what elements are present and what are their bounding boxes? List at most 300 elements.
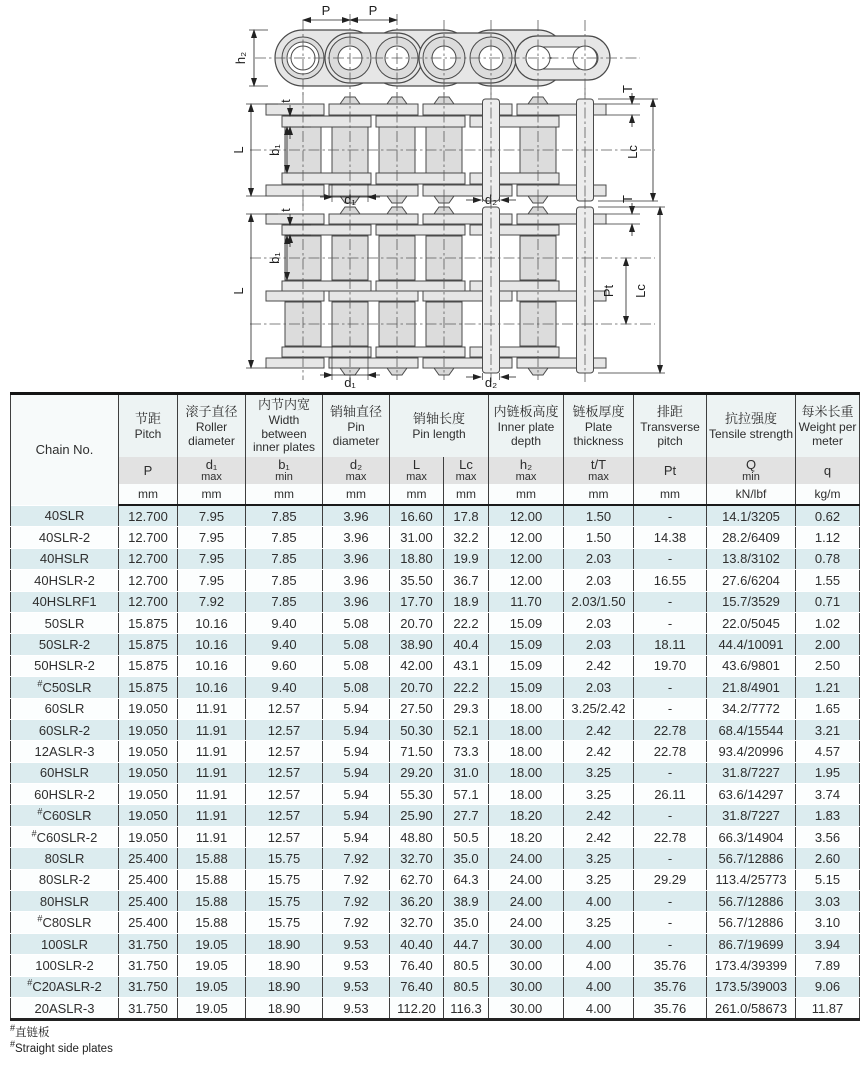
value-cell: 9.60 [246, 655, 323, 676]
value-cell: - [634, 891, 707, 912]
value-cell: 57.1 [444, 784, 489, 805]
value-cell: 10.16 [178, 612, 246, 633]
value-cell: 2.03 [564, 677, 634, 698]
value-cell: 31.0 [444, 762, 489, 783]
value-cell: 9.40 [246, 612, 323, 633]
value-cell: 9.53 [323, 955, 390, 976]
chain-no-cell: #C20ASLR-2 [11, 976, 119, 997]
value-cell: 19.05 [178, 997, 246, 1019]
chain-no-cell: 80SLR-2 [11, 869, 119, 890]
value-cell: 2.00 [796, 634, 860, 655]
value-cell: 5.94 [323, 826, 390, 847]
value-cell: 18.90 [246, 997, 323, 1019]
value-cell: 31.750 [119, 933, 178, 954]
value-cell: 2.42 [564, 805, 634, 826]
dim-label-p1: P [321, 3, 331, 18]
chain-no-cell: 50SLR [11, 612, 119, 633]
value-cell: 1.02 [796, 612, 860, 633]
value-cell: 1.95 [796, 762, 860, 783]
value-cell: 2.42 [564, 826, 634, 847]
dim-label-b1-2: b₁ [267, 252, 282, 264]
value-cell: 2.03 [564, 570, 634, 591]
chain-no-cell: #C50SLR [11, 677, 119, 698]
value-cell: 44.4/10091 [707, 634, 796, 655]
value-cell: 55.30 [390, 784, 444, 805]
value-cell: 31.750 [119, 955, 178, 976]
value-cell: 35.50 [390, 570, 444, 591]
value-cell: 1.50 [564, 527, 634, 548]
value-cell: 15.875 [119, 677, 178, 698]
value-cell: 5.94 [323, 741, 390, 762]
chain-no-cell: 12ASLR-3 [11, 741, 119, 762]
chain-technical-drawing [0, 0, 867, 390]
value-cell: 7.95 [178, 570, 246, 591]
value-cell: 113.4/25773 [707, 869, 796, 890]
value-cell: 14.38 [634, 527, 707, 548]
symbol-d2: d₂ max [323, 457, 390, 484]
value-cell: 48.80 [390, 826, 444, 847]
value-cell: 25.400 [119, 912, 178, 933]
value-cell: 18.00 [489, 719, 564, 740]
chain-no-cell: 50SLR-2 [11, 634, 119, 655]
col-header-pitch: 节距 Pitch [119, 394, 178, 458]
value-cell: 19.050 [119, 762, 178, 783]
value-cell: 62.70 [390, 869, 444, 890]
value-cell: 5.94 [323, 784, 390, 805]
dim-label-d2: d₂ [484, 192, 498, 207]
value-cell: 7.85 [246, 591, 323, 612]
value-cell: 11.70 [489, 591, 564, 612]
value-cell: 15.75 [246, 912, 323, 933]
value-cell: 2.60 [796, 848, 860, 869]
value-cell: 3.96 [323, 591, 390, 612]
value-cell: 2.03/1.50 [564, 591, 634, 612]
value-cell: 3.56 [796, 826, 860, 847]
value-cell: 7.92 [323, 848, 390, 869]
value-cell: 7.95 [178, 505, 246, 527]
value-cell: 7.85 [246, 548, 323, 569]
value-cell: 19.050 [119, 784, 178, 805]
value-cell: 19.70 [634, 655, 707, 676]
col-header-inner-plate-depth: 内链板高度 Inner plate depth [489, 394, 564, 458]
col-header-transverse-pitch: 排距 Transverse pitch [634, 394, 707, 458]
value-cell: 9.53 [323, 933, 390, 954]
value-cell: 71.50 [390, 741, 444, 762]
footnote [10, 1025, 867, 1057]
value-cell: 0.62 [796, 505, 860, 527]
table-row [11, 826, 860, 847]
chain-no-cell: #C80SLR [11, 912, 119, 933]
value-cell: 40.40 [390, 933, 444, 954]
value-cell: 261.0/58673 [707, 997, 796, 1019]
value-cell: 25.400 [119, 869, 178, 890]
table-row [11, 698, 860, 719]
value-cell: 12.57 [246, 826, 323, 847]
value-cell: 5.08 [323, 634, 390, 655]
symbol-tT: t/T max [564, 457, 634, 484]
table-row [11, 741, 860, 762]
value-cell: 2.42 [564, 741, 634, 762]
table-row [11, 955, 860, 976]
value-cell: 25.90 [390, 805, 444, 826]
chain-no-cell: 20ASLR-3 [11, 997, 119, 1019]
value-cell: 31.00 [390, 527, 444, 548]
value-cell: 76.40 [390, 955, 444, 976]
value-cell: 13.8/3102 [707, 548, 796, 569]
value-cell: 3.96 [323, 505, 390, 527]
value-cell: 3.96 [323, 548, 390, 569]
value-cell: 27.7 [444, 805, 489, 826]
value-cell: 30.00 [489, 933, 564, 954]
value-cell: 7.95 [178, 527, 246, 548]
value-cell: 27.6/6204 [707, 570, 796, 591]
value-cell: 7.92 [178, 591, 246, 612]
value-cell: 7.89 [796, 955, 860, 976]
value-cell: 1.55 [796, 570, 860, 591]
dim-label-Lc: Lc [625, 145, 640, 159]
dim-label-b1: b₁ [267, 144, 282, 156]
value-cell: - [634, 848, 707, 869]
unit-Q: kN/lbf [707, 484, 796, 505]
value-cell: 18.00 [489, 698, 564, 719]
value-cell: 1.50 [564, 505, 634, 527]
col-header-tensile-strength: 抗拉强度 Tensile strength [707, 394, 796, 458]
value-cell: 22.78 [634, 741, 707, 762]
value-cell: - [634, 612, 707, 633]
value-cell: 22.78 [634, 719, 707, 740]
value-cell: 1.83 [796, 805, 860, 826]
value-cell: 3.21 [796, 719, 860, 740]
value-cell: 4.00 [564, 891, 634, 912]
value-cell: - [634, 505, 707, 527]
dim-label-Lc2: Lc [633, 284, 648, 298]
value-cell: 18.20 [489, 805, 564, 826]
dim-label-p2: P [368, 3, 378, 18]
symbol-d1: d₁ max [178, 457, 246, 484]
chain-no-cell: 60SLR [11, 698, 119, 719]
chain-no-cell: 40HSLR-2 [11, 570, 119, 591]
value-cell: 11.91 [178, 719, 246, 740]
value-cell: 4.57 [796, 741, 860, 762]
dim-label-t2: t [278, 208, 293, 212]
symbol-Q: Q min [707, 457, 796, 484]
col-header-weight: 每米长重 Weight per meter [796, 394, 860, 458]
value-cell: 9.53 [323, 976, 390, 997]
value-cell: 3.96 [323, 527, 390, 548]
value-cell: 3.25/2.42 [564, 698, 634, 719]
value-cell: 3.96 [323, 570, 390, 591]
value-cell: 18.20 [489, 826, 564, 847]
value-cell: - [634, 762, 707, 783]
diagram-double-strand [231, 195, 665, 390]
value-cell: - [634, 548, 707, 569]
value-cell: 1.12 [796, 527, 860, 548]
value-cell: 36.20 [390, 891, 444, 912]
dim-label-L2: L [231, 287, 246, 295]
unit-h2: mm [489, 484, 564, 505]
dim-label-T: T [620, 85, 635, 93]
value-cell: 19.050 [119, 741, 178, 762]
value-cell: 19.9 [444, 548, 489, 569]
value-cell: 56.7/12886 [707, 912, 796, 933]
chain-no-cell: 60HSLR-2 [11, 784, 119, 805]
chain-no-cell: 40HSLR [11, 548, 119, 569]
value-cell: 3.25 [564, 784, 634, 805]
dim-label-d1: d₁ [344, 192, 356, 207]
value-cell: 3.25 [564, 869, 634, 890]
value-cell: 7.92 [323, 912, 390, 933]
table-row [11, 784, 860, 805]
value-cell: - [634, 805, 707, 826]
dim-label-d1-2: d₁ [344, 375, 356, 390]
col-header-chain-no: Chain No. [11, 394, 119, 506]
value-cell: 7.85 [246, 570, 323, 591]
symbol-q: q [796, 457, 860, 484]
value-cell: 4.00 [564, 933, 634, 954]
value-cell: 7.95 [178, 548, 246, 569]
value-cell: 5.08 [323, 655, 390, 676]
value-cell: 11.91 [178, 826, 246, 847]
value-cell: 19.05 [178, 933, 246, 954]
value-cell: 10.16 [178, 655, 246, 676]
value-cell: 19.050 [119, 805, 178, 826]
value-cell: 24.00 [489, 869, 564, 890]
value-cell: 12.00 [489, 505, 564, 527]
value-cell: 30.00 [489, 955, 564, 976]
value-cell: 3.94 [796, 933, 860, 954]
value-cell: 18.00 [489, 762, 564, 783]
chain-no-cell: 60SLR-2 [11, 719, 119, 740]
value-cell: 19.050 [119, 826, 178, 847]
value-cell: 35.76 [634, 997, 707, 1019]
value-cell: 3.74 [796, 784, 860, 805]
unit-L: mm [390, 484, 444, 505]
value-cell: 50.30 [390, 719, 444, 740]
value-cell: 22.2 [444, 612, 489, 633]
value-cell: 80.5 [444, 976, 489, 997]
col-header-inner-width: 内节内宽 Width between inner plates [246, 394, 323, 458]
value-cell: 17.70 [390, 591, 444, 612]
value-cell: 112.20 [390, 997, 444, 1019]
value-cell: 27.50 [390, 698, 444, 719]
dim-label-T2: T [620, 195, 635, 203]
chain-no-cell: 40SLR [11, 505, 119, 527]
value-cell: 12.57 [246, 784, 323, 805]
table-row [11, 655, 860, 676]
value-cell: 50.5 [444, 826, 489, 847]
chain-no-cell: #C60SLR [11, 805, 119, 826]
value-cell: 31.8/7227 [707, 762, 796, 783]
value-cell: 19.05 [178, 955, 246, 976]
table-row [11, 505, 860, 527]
col-header-pin-diameter: 销轴直径 Pin diameter [323, 394, 390, 458]
table-row [11, 634, 860, 655]
value-cell: 3.10 [796, 912, 860, 933]
value-cell: 15.09 [489, 655, 564, 676]
value-cell: 10.16 [178, 634, 246, 655]
value-cell: 1.21 [796, 677, 860, 698]
value-cell: 7.92 [323, 869, 390, 890]
value-cell: 93.4/20996 [707, 741, 796, 762]
value-cell: 18.00 [489, 741, 564, 762]
value-cell: 24.00 [489, 912, 564, 933]
value-cell: 56.7/12886 [707, 848, 796, 869]
symbol-L: L max [390, 457, 444, 484]
value-cell: 24.00 [489, 848, 564, 869]
col-header-plate-thickness: 链板厚度 Plate thickness [564, 394, 634, 458]
value-cell: - [634, 698, 707, 719]
value-cell: 15.75 [246, 869, 323, 890]
value-cell: 38.90 [390, 634, 444, 655]
value-cell: 12.57 [246, 762, 323, 783]
value-cell: 73.3 [444, 741, 489, 762]
value-cell: 12.700 [119, 591, 178, 612]
value-cell: 14.1/3205 [707, 505, 796, 527]
value-cell: 12.57 [246, 719, 323, 740]
value-cell: 16.60 [390, 505, 444, 527]
value-cell: 15.88 [178, 891, 246, 912]
value-cell: 5.08 [323, 612, 390, 633]
value-cell: 29.29 [634, 869, 707, 890]
value-cell: 31.8/7227 [707, 805, 796, 826]
value-cell: 7.92 [323, 891, 390, 912]
value-cell: 15.09 [489, 634, 564, 655]
value-cell: - [634, 591, 707, 612]
chain-no-cell: 50HSLR-2 [11, 655, 119, 676]
value-cell: 32.70 [390, 912, 444, 933]
value-cell: 76.40 [390, 976, 444, 997]
symbol-P: P [119, 457, 178, 484]
value-cell: 15.75 [246, 891, 323, 912]
value-cell: 43.6/9801 [707, 655, 796, 676]
value-cell: 4.00 [564, 997, 634, 1019]
value-cell: 15.09 [489, 677, 564, 698]
value-cell: 22.2 [444, 677, 489, 698]
value-cell: 0.78 [796, 548, 860, 569]
table-row [11, 891, 860, 912]
value-cell: 12.700 [119, 527, 178, 548]
value-cell: 3.25 [564, 912, 634, 933]
value-cell: 16.55 [634, 570, 707, 591]
chain-diagrams [0, 0, 867, 390]
value-cell: 36.7 [444, 570, 489, 591]
value-cell: 12.700 [119, 570, 178, 591]
unit-d1: mm [178, 484, 246, 505]
table-row [11, 548, 860, 569]
value-cell: 18.90 [246, 976, 323, 997]
table-row [11, 997, 860, 1019]
value-cell: 18.9 [444, 591, 489, 612]
unit-q: kg/m [796, 484, 860, 505]
unit-d2: mm [323, 484, 390, 505]
value-cell: 9.40 [246, 634, 323, 655]
value-cell: 12.700 [119, 505, 178, 527]
table-row [11, 848, 860, 869]
value-cell: 18.90 [246, 933, 323, 954]
value-cell: 18.00 [489, 784, 564, 805]
value-cell: 9.40 [246, 677, 323, 698]
value-cell: 19.05 [178, 976, 246, 997]
value-cell: 9.53 [323, 997, 390, 1019]
value-cell: 11.91 [178, 762, 246, 783]
value-cell: - [634, 933, 707, 954]
value-cell: 116.3 [444, 997, 489, 1019]
value-cell: 40.4 [444, 634, 489, 655]
chain-no-cell: 80SLR [11, 848, 119, 869]
col-header-roller-diameter: 滚子直径 Roller diameter [178, 394, 246, 458]
chain-no-cell: 60HSLR [11, 762, 119, 783]
value-cell: 12.00 [489, 548, 564, 569]
table-row [11, 805, 860, 826]
value-cell: 52.1 [444, 719, 489, 740]
unit-P: mm [119, 484, 178, 505]
footnote-cn: #直链板 [10, 1023, 50, 1040]
value-cell: 12.700 [119, 548, 178, 569]
value-cell: 15.88 [178, 848, 246, 869]
unit-Pt: mm [634, 484, 707, 505]
diagram-single-strand [231, 85, 658, 212]
value-cell: 1.65 [796, 698, 860, 719]
value-cell: 12.00 [489, 527, 564, 548]
value-cell: 0.71 [796, 591, 860, 612]
value-cell: 25.400 [119, 848, 178, 869]
value-cell: 29.3 [444, 698, 489, 719]
value-cell: 10.16 [178, 677, 246, 698]
value-cell: 15.875 [119, 655, 178, 676]
value-cell: 12.57 [246, 698, 323, 719]
value-cell: 26.11 [634, 784, 707, 805]
value-cell: 35.0 [444, 848, 489, 869]
value-cell: 11.91 [178, 698, 246, 719]
value-cell: 11.91 [178, 741, 246, 762]
dim-label-d2-2: d₂ [484, 375, 498, 390]
value-cell: 20.70 [390, 612, 444, 633]
dim-label-h2: h₂ [233, 51, 248, 65]
value-cell: 38.9 [444, 891, 489, 912]
value-cell: 7.85 [246, 505, 323, 527]
diagram-side-view [233, 3, 640, 96]
value-cell: 66.3/14904 [707, 826, 796, 847]
value-cell: 43.1 [444, 655, 489, 676]
value-cell: 5.94 [323, 805, 390, 826]
value-cell: 2.42 [564, 719, 634, 740]
value-cell: 21.8/4901 [707, 677, 796, 698]
value-cell: 31.750 [119, 976, 178, 997]
spec-table [10, 392, 860, 1021]
value-cell: 2.03 [564, 612, 634, 633]
value-cell: 28.2/6409 [707, 527, 796, 548]
dim-label-L: L [231, 146, 246, 154]
table-row [11, 719, 860, 740]
value-cell: 32.2 [444, 527, 489, 548]
table-row [11, 869, 860, 890]
chain-no-cell: 40HSLRF1 [11, 591, 119, 612]
value-cell: 5.94 [323, 762, 390, 783]
value-cell: 24.00 [489, 891, 564, 912]
value-cell: 35.0 [444, 912, 489, 933]
table-row [11, 976, 860, 997]
value-cell: 35.76 [634, 976, 707, 997]
value-cell: 31.750 [119, 997, 178, 1019]
chain-no-cell: 40SLR-2 [11, 527, 119, 548]
value-cell: 64.3 [444, 869, 489, 890]
value-cell: 5.94 [323, 719, 390, 740]
value-cell: - [634, 912, 707, 933]
value-cell: 30.00 [489, 997, 564, 1019]
unit-b1: mm [246, 484, 323, 505]
value-cell: 5.15 [796, 869, 860, 890]
value-cell: 68.4/15544 [707, 719, 796, 740]
